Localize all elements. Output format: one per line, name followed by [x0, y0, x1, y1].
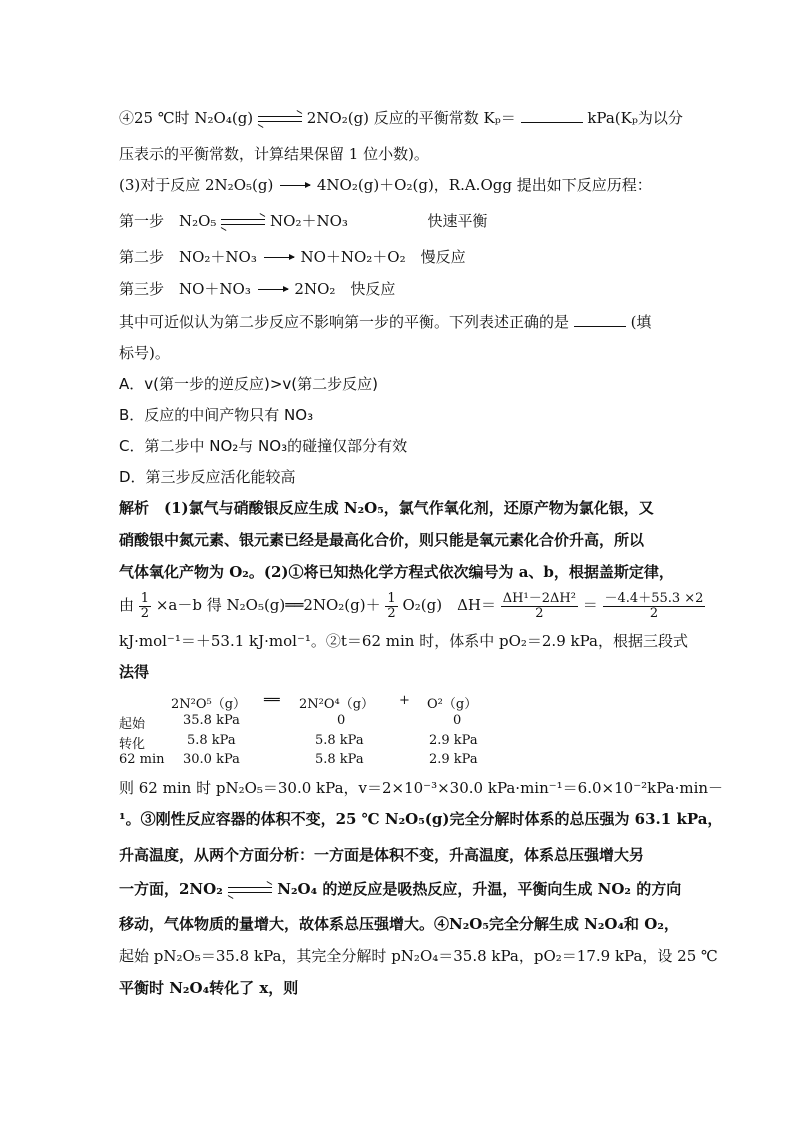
table-cell: 30.0 kPa: [183, 752, 240, 767]
q4-part2: 2NO₂(g) 反应的平衡常数 Kₚ＝: [306, 109, 516, 127]
analysis-line7: 则 62 min 时 pN₂O₅＝30.0 kPa，v＝2×10⁻³×30.0 kPa·min⁻¹＝6.0×10⁻²kPa·min－: [119, 779, 724, 797]
l10-b: N₂O₄ 的逆反应是吸热反应，升温，平衡向生成 NO₂ 的方向: [277, 880, 682, 898]
q3-question-line2: 标号)。: [119, 344, 170, 362]
q3-step2: [119, 246, 466, 268]
analysis-line8: ¹。③刚性反应容器的体积不变，25 ℃ N₂O₅(g)完全分解时体系的总压强为 63.1 kPa，: [119, 810, 723, 828]
frac-num: 1: [140, 590, 150, 606]
frac-den: 2: [535, 605, 544, 621]
analysis-line10: [119, 878, 681, 900]
frac-den: 2: [140, 605, 150, 621]
analysis-line5: kJ·mol⁻¹＝＋53.1 kJ·mol⁻¹。②t＝62 min 时，体系中 pO₂＝2.9 kPa，根据三段式: [119, 632, 688, 650]
table-row-label: 62 min: [119, 752, 165, 767]
q4-line2: 压表示的平衡常数，计算结果保留 1 位小数)。: [119, 145, 429, 163]
table-cell: 5.8 kPa: [315, 733, 364, 748]
q4-part1: ④25 ℃时 N₂O₄(g): [119, 109, 254, 127]
l4-c: O₂(g) ΔH＝: [402, 596, 496, 614]
analysis-line13: 平衡时 N₂O₄转化了 x，则: [119, 979, 299, 997]
step2-b: NO＋NO₂＋O₂ 慢反应: [300, 248, 466, 266]
q3-intro-b: 4NO₂(g)＋O₂(g)，R.A.Ogg 提出如下反应历程：: [316, 176, 652, 194]
option-d: D．第三步反应活化能较高: [119, 468, 296, 486]
table-cell: 2.9 kPa: [429, 733, 478, 748]
q3-step1: [119, 210, 487, 232]
fraction-delta-h: [501, 592, 578, 621]
q4-part3: kPa(Kₚ为以分: [587, 109, 683, 127]
frac-den: 2: [649, 605, 659, 621]
table-header-plus: +: [399, 693, 410, 708]
frac-den: 2: [387, 605, 396, 621]
option-b: B．反应的中间产物只有 NO₃: [119, 406, 314, 424]
analysis-line9: 升高温度，从两个方面分析：一方面是体积不变，升高温度，体系总压强增大另: [119, 846, 645, 864]
arrow-icon: [258, 289, 288, 291]
answer-blank[interactable]: [521, 108, 583, 123]
table-header-product1: 2N²O⁴（g）: [299, 697, 375, 712]
q3-step3: [119, 278, 395, 300]
table-header-equals: ══: [264, 693, 280, 708]
table-cell: 2.9 kPa: [429, 752, 478, 767]
table-header-product2: O²（g）: [427, 697, 478, 712]
equilibrium-arrow-icon: [228, 885, 272, 895]
l10-a: 一方面，2NO₂: [119, 880, 223, 898]
analysis-line6: 法得: [119, 663, 150, 681]
equilibrium-arrow-icon: [258, 114, 302, 124]
arrow-icon: [280, 185, 310, 187]
step3-a: 第三步 NO＋NO₃: [119, 280, 251, 298]
option-c: C．第二步中 NO₂与 NO₃的碰撞仅部分有效: [119, 437, 408, 455]
q4-line1: [119, 107, 683, 129]
fraction-half-2: [385, 592, 397, 621]
question-b: (填: [630, 313, 652, 331]
l4-d: ＝: [582, 596, 598, 614]
equilibrium-arrow-icon: [221, 217, 265, 227]
frac-num: ΔH¹－2ΔH²: [502, 590, 576, 606]
table-row-label: 转化: [119, 737, 146, 752]
fraction-half-1: [139, 592, 151, 621]
fraction-value: [603, 592, 706, 621]
table-cell: 5.8 kPa: [315, 752, 364, 767]
frac-num: －4.4＋55.3 ×2: [604, 590, 704, 606]
analysis-line3: 气体氧化产物为 O₂。(2)①将已知热化学方程式依次编号为 a、b，根据盖斯定律，: [119, 563, 674, 581]
step1-c: 快速平衡: [427, 212, 488, 230]
analysis-line12: 起始 pN₂O₅＝35.8 kPa，其完全分解时 pN₂O₄＝35.8 kPa，pO₂＝17.9 kPa，设 25 ℃: [119, 947, 718, 965]
analysis-line2: 硝酸银中氮元素、银元素已经是最高化合价，则只能是氧元素化合价升高，所以: [119, 531, 645, 549]
three-stage-table: [119, 693, 519, 773]
arrow-icon: [264, 257, 294, 259]
answer-blank[interactable]: [574, 312, 626, 327]
q3-question: [119, 311, 651, 333]
l4-a: 由: [119, 596, 135, 614]
step1-a: 第一步 N₂O₅: [119, 212, 217, 230]
q3-intro: [119, 174, 652, 196]
l4-b: ×a－b 得 N₂O₅(g)══2NO₂(g)＋: [155, 596, 381, 614]
table-cell: 0: [453, 713, 462, 728]
analysis-line4: [119, 590, 705, 621]
question-a: 其中可近似认为第二步反应不影响第一步的平衡。下列表述正确的是: [119, 313, 570, 331]
step1-b: NO₂＋NO₃: [270, 212, 348, 230]
analysis-line11: 移动，气体物质的量增大，故体系总压强增大。④N₂O₅完全分解生成 N₂O₄和 O₂，: [119, 915, 679, 933]
table-header-reactant: 2N²O⁵（g）: [171, 697, 247, 712]
frac-num: 1: [387, 590, 396, 606]
step3-b: 2NO₂ 快反应: [294, 280, 396, 298]
table-row-label: 起始: [119, 717, 146, 732]
analysis-line1: 解析 (1)氯气与硝酸银反应生成 N₂O₅，氯气作氧化剂，还原产物为氯化银，又: [119, 499, 654, 517]
table-cell: 35.8 kPa: [183, 713, 240, 728]
table-cell: 5.8 kPa: [187, 733, 236, 748]
table-cell: 0: [337, 713, 346, 728]
q3-intro-a: (3)对于反应 2N₂O₅(g): [119, 176, 274, 194]
step2-a: 第二步 NO₂＋NO₃: [119, 248, 257, 266]
option-a: A．v(第一步的逆反应)>v(第二步反应): [119, 375, 378, 393]
